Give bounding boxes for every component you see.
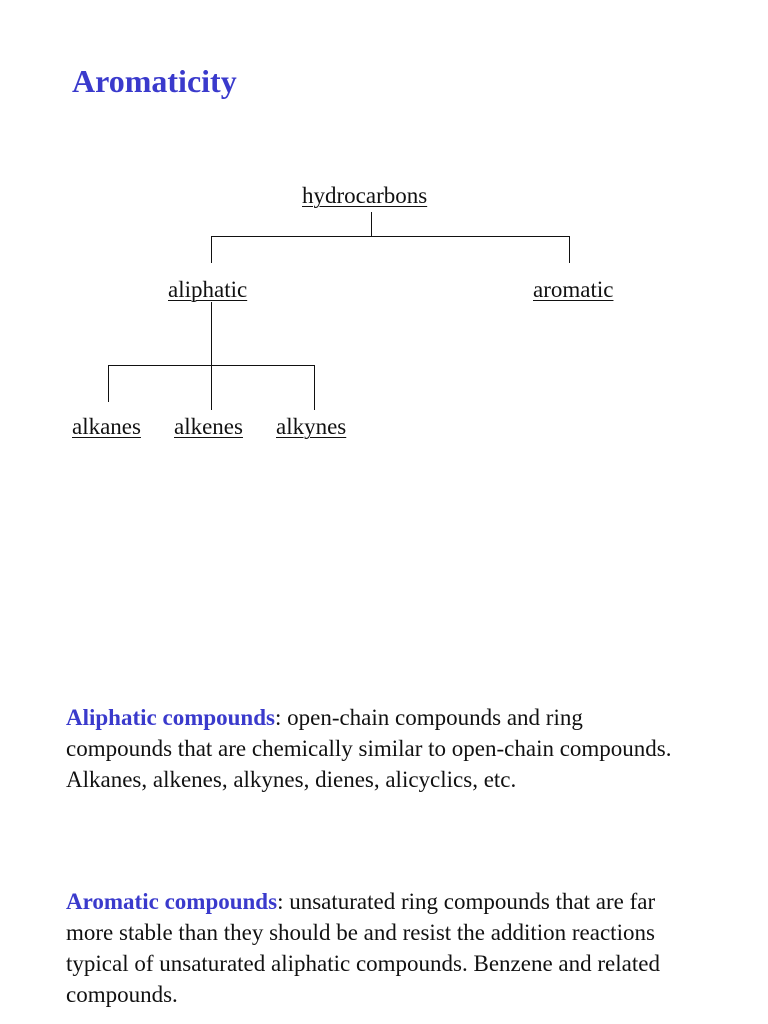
tree-node-alkynes: alkynes xyxy=(276,414,347,439)
tree-connector-alkanes-drop xyxy=(108,365,109,402)
definition-aliphatic xyxy=(66,702,676,795)
tree-node-hydrocarbons: hydrocarbons xyxy=(302,183,428,208)
definition-aromatic xyxy=(66,886,676,1010)
tree-connector-alkynes-drop xyxy=(314,365,315,410)
tree-node-aliphatic: aliphatic xyxy=(168,277,248,302)
tree-node-aromatic: aromatic xyxy=(533,277,614,302)
tree-connector-level2-bar xyxy=(108,365,315,366)
tree-connector-level1-bar xyxy=(211,236,570,237)
definition-term: Aliphatic compounds xyxy=(66,705,275,730)
tree-node-alkanes: alkanes xyxy=(72,414,141,439)
definition-text: : unsaturated ring compounds that are far more stable than they should be and resist the addition reactions typical of unsaturated aliphatic compounds. Benzene and related compounds. xyxy=(66,889,660,1007)
page-title: Aromaticity xyxy=(72,63,237,99)
tree-connector-aromatic-drop xyxy=(569,236,570,263)
tree-node-alkenes: alkenes xyxy=(174,414,243,439)
definition-term: Aromatic compounds xyxy=(66,889,278,914)
definition-text: : open-chain compounds and ring compounds that are chemically similar to open-chain compounds. Alkanes, alkenes, alkynes, dienes, alicyclics, etc. xyxy=(66,705,672,792)
tree-connector-aliphatic-drop xyxy=(211,236,212,263)
tree-connector-root-stem xyxy=(371,212,372,237)
tree-connector-aliphatic-stem xyxy=(211,302,212,410)
